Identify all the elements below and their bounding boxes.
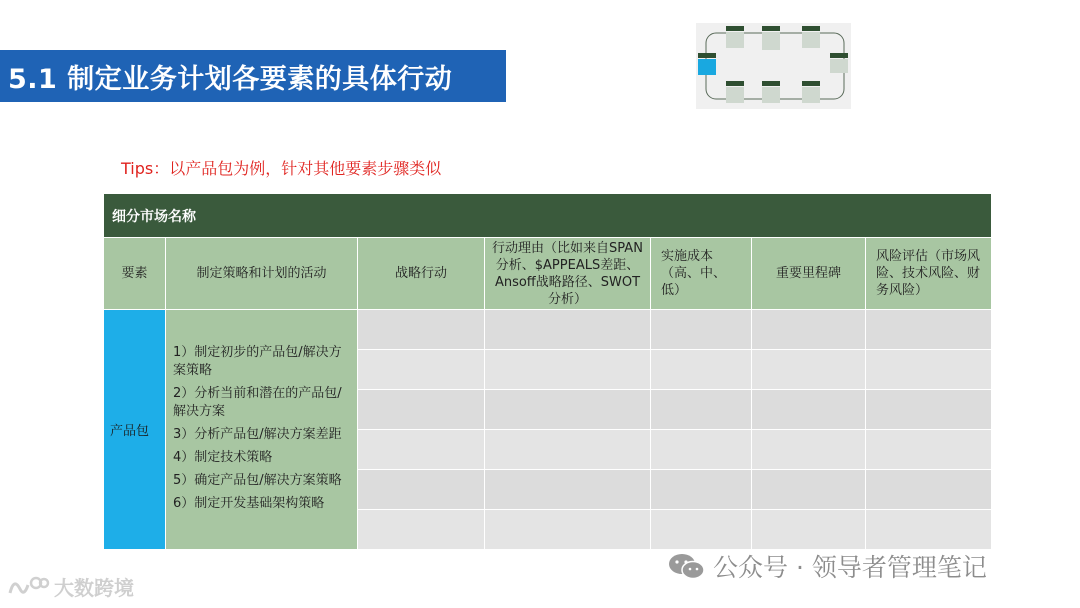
table-cell[interactable] <box>866 430 992 470</box>
element-cell: 产品包 <box>104 310 166 550</box>
table-cell[interactable] <box>866 470 992 510</box>
table-cell[interactable] <box>866 510 992 550</box>
table-cell[interactable] <box>485 470 651 510</box>
table-cell[interactable] <box>752 310 866 350</box>
thumb-step-3 <box>802 81 820 103</box>
thumb-step-6 <box>726 26 744 48</box>
table-cell[interactable] <box>651 310 752 350</box>
action-table <box>103 193 991 550</box>
watermark-text: 公众号 · 领导者管理笔记 <box>713 553 987 582</box>
column-header-element: 要素 <box>104 238 166 310</box>
thumb-step-7 <box>762 26 780 50</box>
table-cell[interactable] <box>752 390 866 430</box>
table-cell[interactable] <box>866 310 992 350</box>
table-cell[interactable] <box>752 510 866 550</box>
table-cell[interactable] <box>866 390 992 430</box>
page-title: 5.1 制定业务计划各要素的具体行动 <box>8 63 453 95</box>
thumb-step-1 <box>698 53 716 75</box>
table-cell[interactable] <box>866 350 992 390</box>
table-cell[interactable] <box>485 310 651 350</box>
table-cell[interactable] <box>752 350 866 390</box>
list-item: 5）确定产品包/解决方案策略 <box>173 472 342 488</box>
table-cell[interactable] <box>752 430 866 470</box>
watermark <box>667 548 987 584</box>
column-header-milestones: 重要里程碑 <box>752 238 866 310</box>
activities-list <box>173 344 349 513</box>
table-cell[interactable] <box>485 390 651 430</box>
title-band <box>0 50 506 102</box>
table-cell[interactable] <box>651 430 752 470</box>
brand-text: 大数跨境 <box>54 576 134 600</box>
table-cell[interactable] <box>651 350 752 390</box>
thumb-step-8 <box>802 26 820 48</box>
list-item: 2）分析当前和潜在的产品包/解决方案 <box>173 385 342 419</box>
table-cell[interactable] <box>752 470 866 510</box>
table-cell[interactable] <box>358 390 485 430</box>
wechat-icon <box>667 551 707 581</box>
list-item: 6）制定开发基础架构策略 <box>173 495 325 511</box>
thumb-step-2 <box>830 53 848 73</box>
column-header-reason: 行动理由（比如来自SPAN分析、$APPEALS差距、Ansoff战略路径、SWOT分析） <box>485 238 651 310</box>
activities-cell <box>166 310 358 550</box>
column-header-activities: 制定策略和计划的活动 <box>166 238 358 310</box>
segment-header: 细分市场名称 <box>104 194 992 238</box>
column-header-cost: 实施成本（高、中、低） <box>651 238 752 310</box>
list-item: 4）制定技术策略 <box>173 449 273 465</box>
table-cell[interactable] <box>485 350 651 390</box>
table-cell[interactable] <box>485 430 651 470</box>
table-cell[interactable] <box>485 510 651 550</box>
tips-text: Tips：以产品包为例，针对其他要素步骤类似 <box>121 159 442 178</box>
brand-logo <box>6 572 134 601</box>
table-cell[interactable] <box>358 510 485 550</box>
table-cell[interactable] <box>358 430 485 470</box>
list-item: 1）制定初步的产品包/解决方案策略 <box>173 344 342 378</box>
column-header-risk: 风险评估（市场风险、技术风险、财务风险） <box>866 238 992 310</box>
process-thumbnail <box>696 23 851 109</box>
table-cell[interactable] <box>651 390 752 430</box>
table-cell[interactable] <box>651 510 752 550</box>
column-header-strategic-action: 战略行动 <box>358 238 485 310</box>
table-row <box>104 310 992 350</box>
table-cell[interactable] <box>651 470 752 510</box>
table-cell[interactable] <box>358 350 485 390</box>
thumb-step-4 <box>762 81 780 103</box>
table-cell[interactable] <box>358 310 485 350</box>
table-cell[interactable] <box>358 470 485 510</box>
list-item: 3）分析产品包/解决方案差距 <box>173 426 342 442</box>
brand-icon <box>6 573 50 601</box>
thumb-step-5 <box>726 81 744 103</box>
